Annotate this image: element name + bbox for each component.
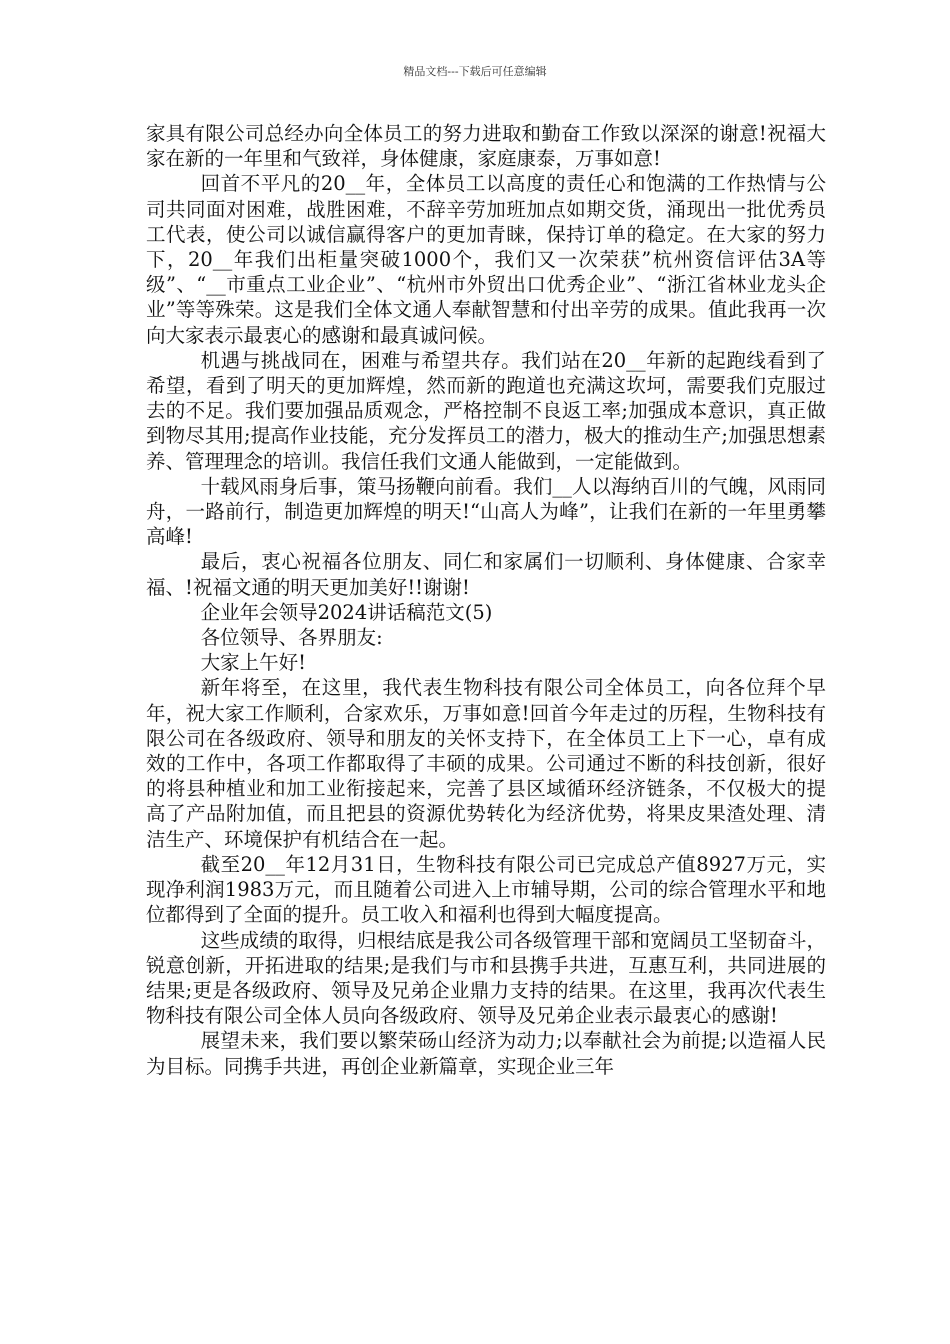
salutation: 各位领导、各界朋友: <box>200 626 383 650</box>
paragraph: 截至20__年12月31日，生物科技有限公司已完成总产值8927万元，实现净利润1983万元，而且随着公司进入上市辅导期，公司的综合管理水平和地位都得到了全面的提升。员工收入和福利也得到大幅度提高。 <box>146 852 826 927</box>
paragraph: 展望未来，我们要以繁荣砀山经济为动力;以奉献社会为前提;以造福人民为目标。同携手共进，再创企业新篇章，实现企业三年 <box>146 1029 826 1078</box>
paragraph: 十载风雨身后事，策马扬鞭向前看。我们__人以海纳百川的气魄，风雨同舟，一路前行，制造更加辉煌的明天!“山高人为峰”，让我们在新的一年里勇攀高峰! <box>146 474 826 549</box>
paragraph: 最后，衷心祝福各位朋友、同仁和家属们一切顺利、身体健康、合家幸福、!祝福文通的明天更加美好!!谢谢! <box>146 550 826 599</box>
section-title: 企业年会领导2024讲话稿范文(5) <box>200 600 493 624</box>
greeting: 大家上午好! <box>200 651 306 675</box>
paragraph: 回首不平凡的20__年，全体员工以高度的责任心和饱满的工作热情与公司共同面对困难，战胜困难，不辞辛劳加班加点如期交货，涌现出一批优秀员工代表，使公司以诚信赢得客户的更加青睐，保持订单的稳定。在大家的努力下，20__年我们出柜量突破1000个，我们又一次荣获”杭州资信评估3A等级”、“__市重点工业企业”、“杭州市外贸出口优秀企业”、“浙江省林业龙头企业”等等殊荣。这是我们全体文通人奉献智慧和付出辛劳的成果。值此我再一次向大家表示最衷心的感谢和最真诚问候。 <box>146 172 826 347</box>
page-header: 精品文档---下载后可任意编辑 <box>403 65 547 78</box>
paragraph: 新年将至，在这里，我代表生物科技有限公司全体员工，向各位拜个早年，祝大家工作顺利，合家欢乐，万事如意!回首今年走过的历程，生物科技有限公司在各级政府、领导和朋友的关怀支持下，在全体员工上下一心，卓有成效的工作中，各项工作都取得了丰硕的成果。公司通过不断的科技创新，很好的将县种植业和加工业衔接起来，完善了县区域循环经济链条，不仅极大的提高了产品附加值，而且把县的资源优势转化为经济优势，将果皮果渣处理、清洁生产、环境保护有机结合在一起。 <box>146 676 826 851</box>
document-body <box>146 121 826 1079</box>
paragraph: 这些成绩的取得，归根结底是我公司各级管理干部和宽阔员工坚韧奋斗，锐意创新，开拓进取的结果;是我们与市和县携手共进，互惠互利，共同进展的结果;更是各级政府、领导及兄弟企业鼎力支持的结果。在这里，我再次代表生物科技有限公司全体人员向各级政府、领导及兄弟企业表示最衷心的感谢! <box>146 928 826 1028</box>
paragraph: 机遇与挑战同在，困难与希望共存。我们站在20__年新的起跑线看到了希望，看到了明天的更加辉煌，然而新的跑道也充满这坎坷，需要我们克服过去的不足。我们要加强品质观念，严格控制不良返工率;加强成本意识，真正做到物尽其用;提高作业技能，充分发挥员工的潜力，极大的推动生产;加强思想素养、管理理念的培训。我信任我们文通人能做到，一定能做到。 <box>146 348 826 473</box>
paragraph: 家具有限公司总经办向全体员工的努力进取和勤奋工作致以深深的谢意!祝福大家在新的一年里和气致祥，身体健康，家庭康泰，万事如意! <box>146 122 826 171</box>
